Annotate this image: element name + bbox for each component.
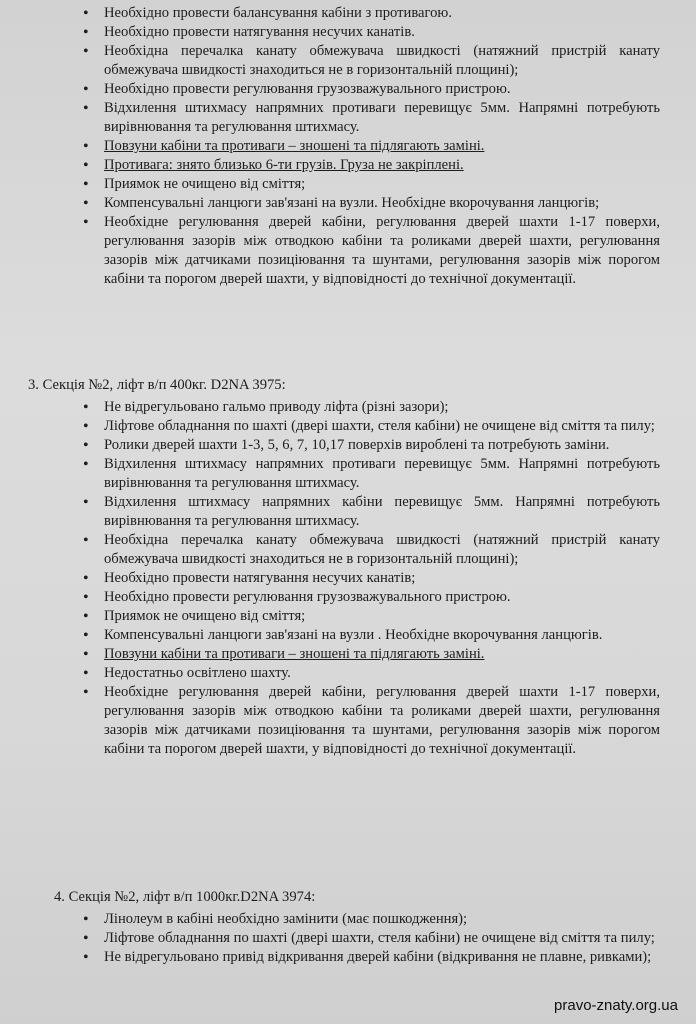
list-item: • Необхідно провести балансування кабіни з противагою. bbox=[78, 4, 660, 23]
list-item: • Необхідно провести регулювання грузозважувального пристрою. bbox=[78, 80, 660, 99]
list-item: • Ліфтове обладнання по шахті (двері шахти, стеля кабіни) не очищене від сміття та пилу; bbox=[78, 417, 660, 436]
list-item: • Необхідне регулювання дверей кабіни, регулювання дверей шахти 1-17 поверхи, регулювання зазорів між отводкою кабіни та роликами дверей шахти, регулювання зазорів між датчиками позиціювання та шунтами, регулювання зазорів між порогом кабіни та порогом дверей шахти, у відповідності до технічної документації. bbox=[78, 683, 660, 759]
list-item: • Відхилення штихмасу напрямних противаги перевищує 5мм. Напрямні потребують вирівнювання та регулювання штихмасу. bbox=[78, 99, 660, 137]
list-item: • Лінолеум в кабіні необхідно замінити (має пошкодження); bbox=[78, 910, 660, 929]
section-top-list bbox=[78, 4, 660, 289]
list-item: • Повзуни кабіни та противаги – зношені та підлягають заміні. bbox=[78, 645, 660, 664]
list-item: • Приямок не очищено від сміття; bbox=[78, 175, 660, 194]
list-item: • Необхідно провести натягування несучих канатів; bbox=[78, 569, 660, 588]
list-item: • Необхідно провести регулювання грузозважувального пристрою. bbox=[78, 588, 660, 607]
watermark: pravo-znaty.org.ua bbox=[554, 997, 678, 1014]
list-item: • Компенсувальні ланцюги зав'язані на вузли . Необхідне вкорочування ланцюгів. bbox=[78, 626, 660, 645]
list-item: • Приямок не очищено від сміття; bbox=[78, 607, 660, 626]
section-top bbox=[78, 4, 660, 289]
list-item: • Повзуни кабіни та противаги – зношені та підлягають заміні. bbox=[78, 137, 660, 156]
section-3-title: 3. Секція №2, ліфт в/п 400кг. D2NA 3975: bbox=[28, 377, 286, 393]
section-4-title: 4. Секція №2, ліфт в/п 1000кг.D2NA 3974: bbox=[54, 889, 316, 905]
list-item: • Не відрегульовано гальмо приводу ліфта (різні зазори); bbox=[78, 398, 660, 417]
list-item: • Необхідно провести натягування несучих канатів. bbox=[78, 23, 660, 42]
list-item: • Необхідна перечалка канату обмежувача швидкості (натяжний пристрій канату обмежувача швидкості знаходиться не в горизонтальній площині); bbox=[78, 531, 660, 569]
list-item: • Відхилення штихмасу напрямних кабіни перевищує 5мм. Напрямні потребують вирівнювання та регулювання штихмасу. bbox=[78, 493, 660, 531]
list-item: • Противага: знято близько 6-ти грузів. Груза не закріплені. bbox=[78, 156, 660, 175]
list-item: • Не відрегульовано привід відкривання дверей кабіни (відкривання не плавне, ривками); bbox=[78, 948, 660, 967]
section-3 bbox=[78, 398, 660, 759]
section-4 bbox=[78, 910, 660, 967]
list-item: • Необхідна перечалка канату обмежувача швидкості (натяжний пристрій канату обмежувача швидкості знаходиться не в горизонтальній площині); bbox=[78, 42, 660, 80]
section-3-list bbox=[78, 398, 660, 759]
list-item: • Компенсувальні ланцюги зав'язані на вузли. Необхідне вкорочування ланцюгів; bbox=[78, 194, 660, 213]
list-item: • Ролики дверей шахти 1-3, 5, 6, 7, 10,17 поверхів вироблені та потребують заміни. bbox=[78, 436, 660, 455]
list-item: • Ліфтове обладнання по шахті (двері шахти, стеля кабіни) не очищене від сміття та пилу; bbox=[78, 929, 660, 948]
section-4-list bbox=[78, 910, 660, 967]
list-item: • Необхідне регулювання дверей кабіни, регулювання дверей шахти 1-17 поверхи, регулювання зазорів між отводкою кабіни та роликами дверей шахти, регулювання зазорів між датчиками позиціювання та шунтами, регулювання зазорів між порогом кабіни та порогом дверей шахти, у відповідності до технічної документації. bbox=[78, 213, 660, 289]
list-item: • Недостатньо освітлено шахту. bbox=[78, 664, 660, 683]
list-item: • Відхилення штихмасу напрямних противаги перевищує 5мм. Напрямні потребують вирівнювання та регулювання штихмасу. bbox=[78, 455, 660, 493]
